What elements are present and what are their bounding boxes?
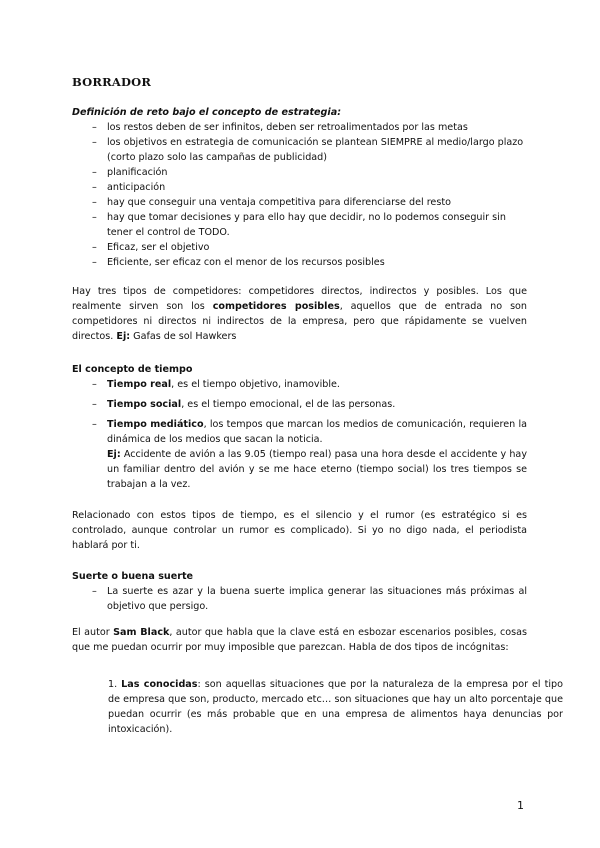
list-item: – los restos deben de ser infinitos, deben ser retroalimentados por las metas <box>72 120 527 135</box>
paragraph-rumor: Relacionado con estos tipos de tiempo, es el silencio y el rumor (es estratégico si es controlado, aunque controlar un rumor es complicado). Si yo no digo nada, el periodista hablará por ti. <box>72 510 527 551</box>
tiempo-list <box>72 377 527 492</box>
section-reto: Definición de reto bajo el concepto de estrategia: – los restos deben de ser infinitos, deben ser retroalimentados por las metas – los objetivos en estrategia de comunicación se plantean SIEMPRE al medio/largo plazo (corto plazo solo las campañas de publicidad) – planificación – anticipación – hay que conseguir una ventaja competitiva para diferenciarse del resto – hay que tomar decisiones y para ello hay que decidir, no lo podemos conseguir sin tener el control de TODO. – Eficaz, ser el objetivo – Eficiente, ser eficaz con el menor de los recursos posibles <box>72 105 527 270</box>
list-item: – Tiempo mediático, los tempos que marcan los medios de comunicación, requieren la dinámica de los medios que sacan la noticia. Ej: Accidente de avión a las 9.05 (tiempo real) pasa una hora desde el accidente y hay un familiar dentro del avión y se me hace eterno (tiempo social) los tres tiempos se trabajan a la vez. <box>72 417 527 492</box>
list-item: – Eficiente, ser eficaz con el menor de los recursos posibles <box>72 255 527 270</box>
reto-list <box>72 120 527 270</box>
paragraph-sam-black: El autor Sam Black, autor que habla que la clave está en esbozar escenarios posibles, cosas que me puedan ocurrir por muy imposible que parezcan. Habla de dos tipos de incógnitas: <box>72 627 527 653</box>
list-item: – planificación <box>72 165 527 180</box>
suerte-list <box>72 584 527 614</box>
list-item: – hay que tomar decisiones y para ello hay que decidir, no lo podemos conseguir sin tener el control de TODO. <box>72 210 527 240</box>
list-item: – los objetivos en estrategia de comunicación se plantean SIEMPRE al medio/largo plazo (corto plazo solo las campañas de publicidad) <box>72 135 527 165</box>
list-item: – anticipación <box>72 180 527 195</box>
section-suerte <box>72 569 527 614</box>
list-item: – La suerte es azar y la buena suerte implica generar las situaciones más próximas al objetivo que persigo. <box>72 584 527 614</box>
bold-competidores-posibles: competidores posibles <box>212 301 340 312</box>
section-heading-suerte: Suerte o buena suerte <box>72 571 194 582</box>
list-item: – Eficaz, ser el objetivo <box>72 240 527 255</box>
document-page <box>72 0 563 735</box>
paragraph-competidores: Hay tres tipos de competidores: competidores directos, indirectos y posibles. Los que realmente sirven son los competidores posibles, aquellos que de entrada no son competidores ni directos ni indirectos de la empresa, pero que rápidamente se vuelven directos. Ej: Gafas de sol Hawkers <box>72 286 528 342</box>
section-tiempo <box>72 362 527 497</box>
numbered-item: 1. Las conocidas: son aquellas situaciones que por la naturaleza de la empresa por el tipo de empresa que son, producto, mercado etc… son situaciones que hay un alto porcentaje que puedan ocurrir (es más probable que en una empresa de alimentos haya denuncias por intoxicación). <box>108 679 563 735</box>
section-heading-tiempo: El concepto de tiempo <box>72 364 193 375</box>
document-title: BORRADOR <box>72 75 152 89</box>
page-number: 1 <box>517 799 524 812</box>
list-item: – Tiempo social, es el tiempo emocional, el de las personas. <box>72 397 527 412</box>
bold-sam-black: Sam Black <box>113 627 170 638</box>
list-item: – Tiempo real, es el tiempo objetivo, inamovible. <box>72 377 527 392</box>
list-item: – hay que conseguir una ventaja competitiva para diferenciarse del resto <box>72 195 527 210</box>
section-heading-reto: Definición de reto bajo el concepto de estrategia <box>72 107 338 118</box>
